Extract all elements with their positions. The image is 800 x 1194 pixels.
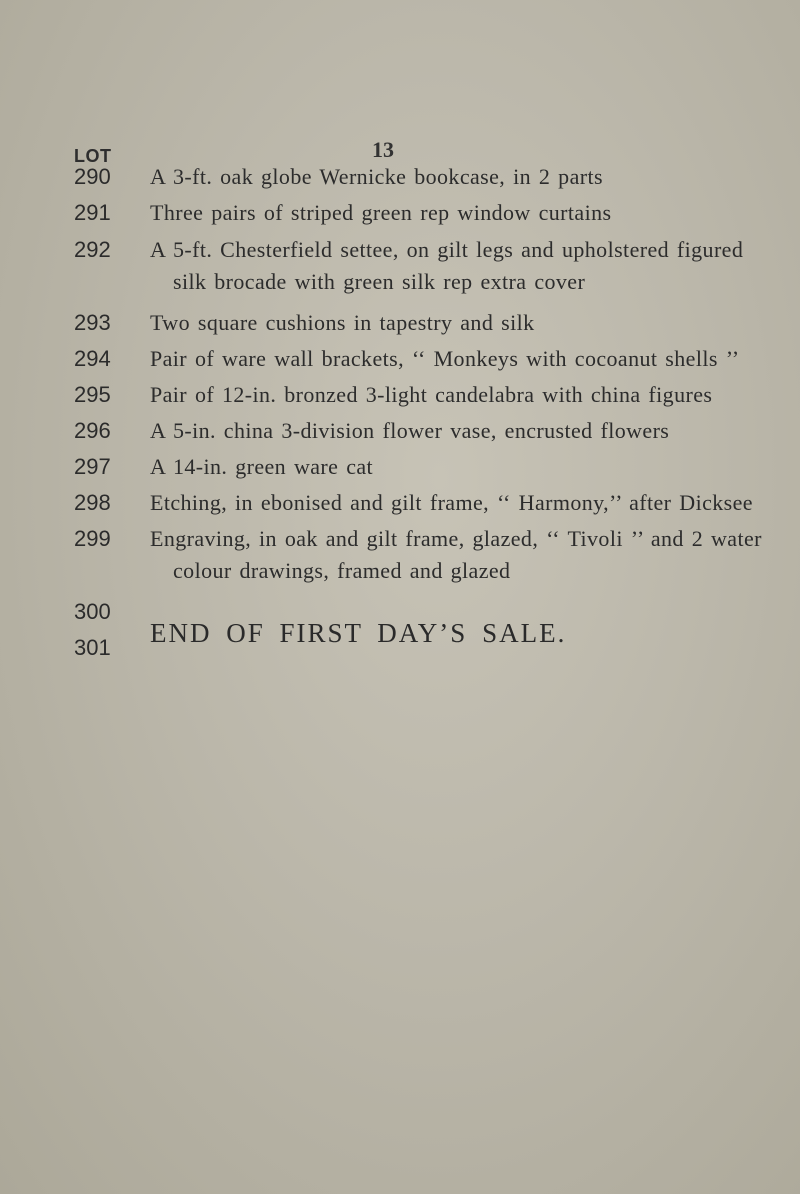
lot-description [150, 451, 790, 483]
lot-description [150, 379, 790, 411]
lot-number: 299 [74, 526, 111, 551]
lot-description-line: silk brocade with green silk rep extra cover [173, 269, 586, 294]
lot-description [150, 197, 790, 229]
lot-description-line: Pair of ware wall brackets, ‘‘ Monkeys with cocoanut shells ’’ [150, 346, 740, 371]
lot-description [150, 307, 790, 339]
page-number: 13 [372, 137, 394, 162]
lot-number: 298 [74, 490, 111, 515]
lot-description-line: Three pairs of striped green rep window curtains [150, 200, 612, 225]
lot-description-line: A 3-ft. oak globe Wernicke bookcase, in 2 parts [150, 164, 603, 189]
lot-description [150, 415, 790, 447]
lot-description-line: A 14-in. green ware cat [150, 454, 374, 479]
lot-description [150, 487, 790, 519]
end-of-sale-note: END OF FIRST DAY’S SALE. [150, 618, 567, 648]
lot-description-line: colour drawings, framed and glazed [173, 558, 511, 583]
lot-number: 296 [74, 418, 111, 443]
lot-description-line: Pair of 12-in. bronzed 3-light candelabra with china figures [150, 382, 713, 407]
lot-description-line: A 5-ft. Chesterfield settee, on gilt legs and upholstered figured [150, 237, 744, 262]
lot-number: 294 [74, 346, 111, 371]
lot-number: 297 [74, 454, 111, 479]
lot-number: 293 [74, 310, 111, 335]
lot-description-line: Etching, in ebonised and gilt frame, ‘‘ Harmony,’’ after Dicksee [150, 490, 753, 515]
lot-number: 290 [74, 164, 111, 189]
lot-description-line: Two square cushions in tapestry and silk [150, 310, 535, 335]
lot-number: 295 [74, 382, 111, 407]
lot-column-header: LOT [74, 146, 112, 166]
lot-number: 291 [74, 200, 111, 225]
lot-number: 300 [74, 599, 111, 624]
lot-description [150, 161, 790, 193]
lot-number: 301 [74, 635, 111, 660]
lot-description [150, 523, 790, 587]
lot-description-line: A 5-in. china 3-division flower vase, encrusted flowers [150, 418, 670, 443]
lot-description-line: Engraving, in oak and gilt frame, glazed, ‘‘ Tivoli ’’ and 2 water [150, 526, 762, 551]
lot-description [150, 343, 790, 375]
lot-description [150, 234, 790, 298]
lot-number: 292 [74, 237, 111, 262]
